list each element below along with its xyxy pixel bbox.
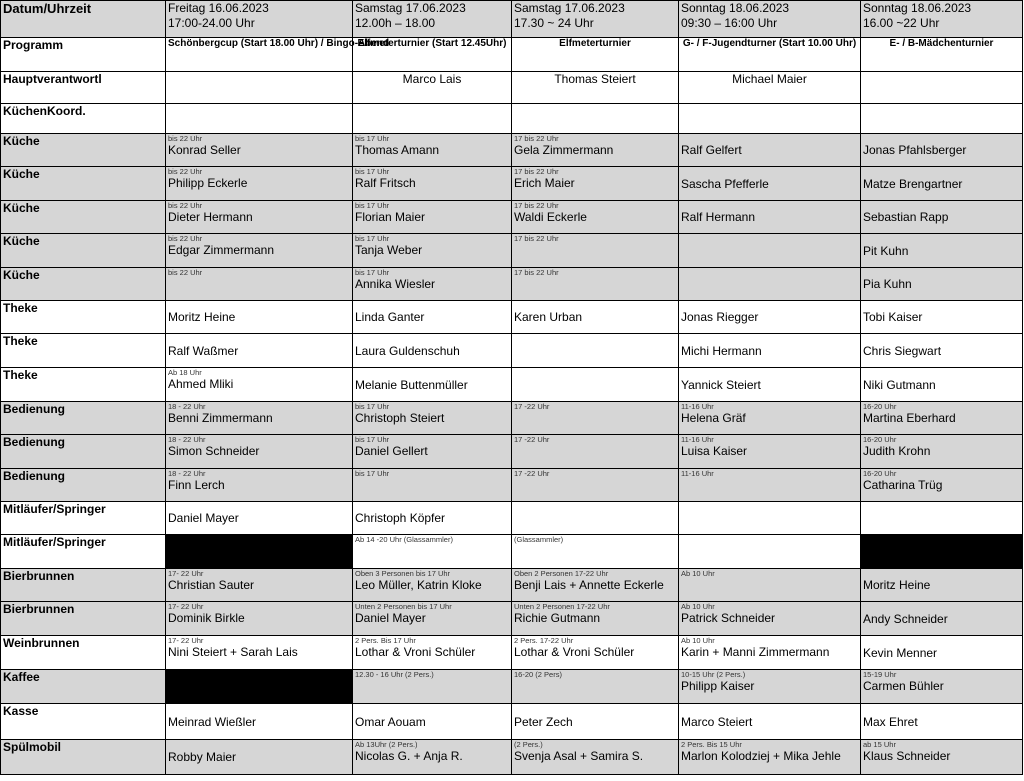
row-label: Bedienung xyxy=(1,402,166,435)
responsible-cell xyxy=(166,72,353,104)
shift-note: Ab 10 Uhr xyxy=(681,569,715,578)
shift-cell xyxy=(353,670,512,704)
day-time: 16.00 ~22 Uhr xyxy=(863,16,940,30)
shift-cell xyxy=(861,167,1023,201)
row-label: Hauptverantwortl xyxy=(1,72,166,104)
shift-cell xyxy=(679,636,861,670)
shift-note: Ab 13Uhr (2 Pers.) xyxy=(355,740,418,749)
koord-row xyxy=(1,104,1023,134)
shift-note: ab 15 Uhr xyxy=(863,740,896,749)
responsible-cell xyxy=(861,72,1023,104)
person-name: Helena Gräf xyxy=(681,411,746,425)
day-time: 12.00h – 18.00 xyxy=(355,16,436,30)
shift-note: 17- 22 Uhr xyxy=(168,569,204,578)
shift-cell xyxy=(353,435,512,469)
shift-note: bis 17 Uhr xyxy=(355,234,390,243)
row-label: Küche xyxy=(1,201,166,234)
row-label: Küche xyxy=(1,167,166,201)
shift-row xyxy=(1,502,1023,535)
shift-cell xyxy=(166,301,353,334)
shift-note: bis 17 Uhr xyxy=(355,134,390,143)
shift-note: 12.30 - 16 Uhr (2 Pers.) xyxy=(355,670,434,679)
shift-note: Unten 2 Personen 17-22 Uhr xyxy=(514,602,610,611)
shift-cell xyxy=(512,234,679,268)
shift-note: bis 17 Uhr xyxy=(355,167,390,176)
person-name: Tanja Weber xyxy=(355,243,423,257)
person-name: Michi Hermann xyxy=(681,343,762,358)
row-label: Theke xyxy=(1,301,166,334)
shift-cell xyxy=(512,602,679,636)
person-name: Thomas Amann xyxy=(355,143,440,157)
shift-cell xyxy=(679,535,861,569)
shift-cell xyxy=(861,636,1023,670)
shift-cell xyxy=(512,268,679,301)
shift-row xyxy=(1,334,1023,368)
shift-row xyxy=(1,268,1023,301)
person-name: Marlon Kolodziej + Mika Jehle xyxy=(681,749,841,763)
shift-note: 17 bis 22 Uhr xyxy=(514,268,559,277)
person-name: Pia Kuhn xyxy=(863,277,912,291)
person-name: Patrick Schneider xyxy=(681,611,776,625)
shift-cell xyxy=(166,435,353,469)
shift-note: Oben 2 Personen 17-22 Uhr xyxy=(514,569,609,578)
shift-row xyxy=(1,201,1023,234)
shift-note: 17 bis 22 Uhr xyxy=(514,234,559,243)
shift-note: bis 17 Uhr xyxy=(355,268,390,277)
shift-note: 17- 22 Uhr xyxy=(168,602,204,611)
person-name: Jonas Pfahlsberger xyxy=(863,143,967,157)
person-name: Melanie Buttenmüller xyxy=(355,377,468,392)
shift-row xyxy=(1,740,1023,775)
row-label: Mitläufer/Springer xyxy=(1,502,166,535)
person-name: Laura Guldenschuh xyxy=(355,343,460,358)
shift-note: bis 22 Uhr xyxy=(168,268,203,277)
person-name: Leo Müller, Katrin Kloke xyxy=(355,578,482,592)
shift-cell xyxy=(166,134,353,167)
shift-cell xyxy=(861,670,1023,704)
shift-note: Ab 18 Uhr xyxy=(168,368,202,377)
day-header xyxy=(353,1,512,38)
person-name: Daniel Mayer xyxy=(355,611,426,625)
person-name: Gela Zimmermann xyxy=(514,143,614,157)
shift-cell xyxy=(679,469,861,502)
person-name: Erich Maier xyxy=(514,176,575,190)
person-name: Edgar Zimmermann xyxy=(168,243,275,257)
shift-cell xyxy=(353,704,512,740)
shift-note: 11-16 Uhr xyxy=(681,469,714,478)
shift-note: bis 17 Uhr xyxy=(355,402,390,411)
shift-note: 11-16 Uhr xyxy=(681,435,714,444)
row-label: Theke xyxy=(1,368,166,402)
shift-note: Oben 3 Personen bis 17 Uhr xyxy=(355,569,451,578)
shift-cell xyxy=(512,469,679,502)
shift-row xyxy=(1,134,1023,167)
row-label: Programm xyxy=(1,38,166,72)
shift-cell xyxy=(861,134,1023,167)
row-label: Kaffee xyxy=(1,670,166,704)
shift-cell xyxy=(166,602,353,636)
row-label: Bedienung xyxy=(1,469,166,502)
person-name: Peter Zech xyxy=(514,714,573,729)
shift-row xyxy=(1,670,1023,704)
person-name: Richie Gutmann xyxy=(514,611,601,625)
shift-note: 17 bis 22 Uhr xyxy=(514,134,559,143)
koord-cell xyxy=(512,104,679,134)
person-name: Karin + Manni Zimmermann xyxy=(681,645,830,659)
shift-note: 16-20 Uhr xyxy=(863,402,897,411)
shift-cell xyxy=(512,502,679,535)
person-name: Konrad Seller xyxy=(168,143,241,157)
person-name: Christoph Köpfer xyxy=(355,511,446,525)
person-name: Ahmed Mliki xyxy=(168,377,234,391)
person-name: Jonas Riegger xyxy=(681,310,759,324)
shift-note: 2 Pers. Bis 17 Uhr xyxy=(355,636,416,645)
person-name: Ralf Waßmer xyxy=(168,343,239,358)
person-name: Karen Urban xyxy=(514,310,583,324)
koord-cell xyxy=(679,104,861,134)
day-header xyxy=(679,1,861,38)
shift-cell xyxy=(353,201,512,234)
shift-cell xyxy=(679,569,861,602)
shift-note: bis 17 Uhr xyxy=(355,435,390,444)
responsible-cell: Thomas Steiert xyxy=(512,72,679,104)
shift-cell xyxy=(861,704,1023,740)
haupt-row xyxy=(1,72,1023,104)
koord-cell xyxy=(353,104,512,134)
row-label: Bierbrunnen xyxy=(1,602,166,636)
program-cell: Elfmeterturnier (Start 12.45Uhr) xyxy=(353,38,512,72)
shift-cell xyxy=(166,402,353,435)
shift-note: bis 22 Uhr xyxy=(168,134,203,143)
shift-cell xyxy=(861,268,1023,301)
shift-cell xyxy=(166,368,353,402)
shift-cell xyxy=(353,334,512,368)
shift-cell xyxy=(512,368,679,402)
shift-row xyxy=(1,569,1023,602)
shift-note: Ab 10 Uhr xyxy=(681,602,715,611)
shift-cell xyxy=(512,334,679,368)
shift-note: bis 17 Uhr xyxy=(355,201,390,210)
person-name: Annika Wiesler xyxy=(355,277,436,291)
shift-cell xyxy=(166,636,353,670)
person-name: Florian Maier xyxy=(355,210,426,224)
person-name: Simon Schneider xyxy=(168,444,260,458)
shift-note: 17 -22 Uhr xyxy=(514,469,550,478)
day-label: Sonntag 18.06.2023 xyxy=(863,1,972,15)
person-name: Svenja Asal + Samira S. xyxy=(514,749,644,763)
shift-cell xyxy=(512,704,679,740)
shift-note: 11-16 Uhr xyxy=(681,402,714,411)
row-label: Bedienung xyxy=(1,435,166,469)
day-header xyxy=(166,1,353,38)
shift-cell xyxy=(679,740,861,775)
person-name: Waldi Eckerle xyxy=(514,210,587,224)
shift-cell xyxy=(861,469,1023,502)
day-time: 17.30 ~ 24 Uhr xyxy=(514,16,594,30)
shift-cell xyxy=(679,670,861,704)
shift-cell xyxy=(353,167,512,201)
shift-cell xyxy=(679,201,861,234)
program-cell: E- / B-Mädchenturnier xyxy=(861,38,1023,72)
shift-cell xyxy=(679,368,861,402)
shift-cell xyxy=(679,502,861,535)
shift-note: 2 Pers. Bis 15 Uhr xyxy=(681,740,742,749)
day-label: Samstag 17.06.2023 xyxy=(514,1,625,15)
shift-note: 18 - 22 Uhr xyxy=(168,435,206,444)
shift-cell xyxy=(861,402,1023,435)
person-name: Dominik Birkle xyxy=(168,611,245,625)
shift-cell xyxy=(861,435,1023,469)
person-name: Catharina Trüg xyxy=(863,478,943,492)
shift-cell xyxy=(861,740,1023,775)
shift-note: (2 Pers.) xyxy=(514,740,543,749)
shift-note: bis 22 Uhr xyxy=(168,201,203,210)
shift-row xyxy=(1,469,1023,502)
person-name: Judith Krohn xyxy=(863,444,931,458)
person-name: Daniel Mayer xyxy=(168,511,239,525)
shift-cell xyxy=(512,301,679,334)
person-name: Finn Lerch xyxy=(168,478,225,492)
shift-cell xyxy=(679,167,861,201)
shift-note: bis 22 Uhr xyxy=(168,234,203,243)
shift-cell xyxy=(166,704,353,740)
responsible-cell: Michael Maier xyxy=(679,72,861,104)
person-name: Daniel Gellert xyxy=(355,444,428,458)
shift-note: 17 -22 Uhr xyxy=(514,435,550,444)
shift-cell xyxy=(166,740,353,775)
row-label: Küche xyxy=(1,268,166,301)
header-row xyxy=(1,1,1023,38)
day-label: Freitag 16.06.2023 xyxy=(168,1,269,15)
shift-cell xyxy=(861,234,1023,268)
shift-cell xyxy=(512,740,679,775)
person-name: Sascha Pfefferle xyxy=(681,176,769,191)
schedule-body xyxy=(1,1,1023,775)
shift-note: 17 bis 22 Uhr xyxy=(514,201,559,210)
shift-note: 15-19 Uhr xyxy=(863,670,897,679)
shift-cell xyxy=(861,569,1023,602)
person-name: Ralf Fritsch xyxy=(355,176,416,190)
person-name: Nicolas G. + Anja R. xyxy=(355,749,463,763)
shift-cell xyxy=(166,502,353,535)
row-label: Spülmobil xyxy=(1,740,166,775)
person-name: Robby Maier xyxy=(168,750,237,764)
shift-cell xyxy=(353,368,512,402)
shift-note: 16-20 (2 Pers) xyxy=(514,670,562,679)
shift-cell xyxy=(512,569,679,602)
shift-cell xyxy=(679,435,861,469)
shift-cell xyxy=(166,569,353,602)
row-label: Theke xyxy=(1,334,166,368)
person-name: Tobi Kaiser xyxy=(863,310,923,324)
shift-note: 18 - 22 Uhr xyxy=(168,402,206,411)
shift-row xyxy=(1,368,1023,402)
shift-cell xyxy=(353,234,512,268)
shift-cell xyxy=(861,334,1023,368)
person-name: Luisa Kaiser xyxy=(681,444,748,458)
person-name: Ralf Gelfert xyxy=(681,143,742,157)
shift-cell xyxy=(679,134,861,167)
person-name: Ralf Hermann xyxy=(681,210,756,224)
row-label: Bierbrunnen xyxy=(1,569,166,602)
shift-cell xyxy=(861,368,1023,402)
shift-cell xyxy=(679,301,861,334)
person-name: Klaus Schneider xyxy=(863,749,951,763)
day-time: 09:30 – 16:00 Uhr xyxy=(681,16,778,30)
shift-cell xyxy=(166,334,353,368)
row-label: Weinbrunnen xyxy=(1,636,166,670)
shift-row xyxy=(1,535,1023,569)
person-name: Sebastian Rapp xyxy=(863,210,949,224)
shift-cell xyxy=(512,201,679,234)
person-name: Carmen Bühler xyxy=(863,679,944,693)
shift-note: 10-15 Uhr (2 Pers.) xyxy=(681,670,746,679)
day-label: Sonntag 18.06.2023 xyxy=(681,1,790,15)
day-header xyxy=(861,1,1023,38)
shift-cell xyxy=(861,602,1023,636)
shift-cell xyxy=(166,201,353,234)
blocked-cell xyxy=(166,535,353,569)
shift-note: 17- 22 Uhr xyxy=(168,636,204,645)
day-header xyxy=(512,1,679,38)
person-name: Niki Gutmann xyxy=(863,377,936,392)
person-name: Philipp Eckerle xyxy=(168,176,248,190)
person-name: Christoph Steiert xyxy=(355,411,445,425)
shift-row xyxy=(1,234,1023,268)
shift-cell xyxy=(512,670,679,704)
shift-cell xyxy=(353,469,512,502)
shift-cell xyxy=(512,402,679,435)
row-label: Küche xyxy=(1,234,166,268)
shift-cell xyxy=(353,502,512,535)
shift-cell xyxy=(679,602,861,636)
shift-cell xyxy=(861,301,1023,334)
person-name: Yannick Steiert xyxy=(681,377,761,392)
person-name: Max Ehret xyxy=(863,714,918,729)
person-name: Marco Steiert xyxy=(681,714,753,729)
shift-note: 17 -22 Uhr xyxy=(514,402,550,411)
shift-cell xyxy=(512,167,679,201)
shift-cell xyxy=(353,535,512,569)
shift-cell xyxy=(353,402,512,435)
shift-cell xyxy=(512,636,679,670)
shift-cell xyxy=(353,602,512,636)
row-label: Mitläufer/Springer xyxy=(1,535,166,569)
shift-cell xyxy=(166,167,353,201)
shift-cell xyxy=(353,636,512,670)
person-name: Nini Steiert + Sarah Lais xyxy=(168,645,298,659)
shift-cell xyxy=(679,402,861,435)
koord-cell xyxy=(166,104,353,134)
person-name: Benni Zimmermann xyxy=(168,411,273,425)
shift-row xyxy=(1,636,1023,670)
shift-note: 18 - 22 Uhr xyxy=(168,469,206,478)
row-label: KüchenKoord. xyxy=(1,104,166,134)
person-name: Omar Aouam xyxy=(355,714,426,729)
shift-row xyxy=(1,167,1023,201)
corner-label: Datum/Uhrzeit xyxy=(1,1,166,38)
programm-row xyxy=(1,38,1023,72)
person-name: Moritz Heine xyxy=(168,310,236,324)
person-name: Lothar & Vroni Schüler xyxy=(514,645,635,659)
shift-cell xyxy=(679,234,861,268)
shift-cell xyxy=(679,268,861,301)
person-name: Philipp Kaiser xyxy=(681,679,755,693)
shift-cell xyxy=(353,134,512,167)
shift-note: bis 22 Uhr xyxy=(168,167,203,176)
shift-note: 16-20 Uhr xyxy=(863,469,897,478)
day-time: 17:00-24.00 Uhr xyxy=(168,16,255,30)
shift-cell xyxy=(512,134,679,167)
program-cell: Schönbergcup (Start 18.00 Uhr) / Bingo-Abend xyxy=(166,38,353,72)
shift-cell xyxy=(353,569,512,602)
shift-note: bis 17 Uhr xyxy=(355,469,390,478)
person-name: Matze Brengartner xyxy=(863,176,963,191)
shift-row xyxy=(1,704,1023,740)
shift-row xyxy=(1,435,1023,469)
shift-note: 2 Pers. 17-22 Uhr xyxy=(514,636,574,645)
shift-cell xyxy=(166,469,353,502)
shift-cell xyxy=(861,502,1023,535)
shift-cell xyxy=(679,704,861,740)
person-name: Lothar & Vroni Schüler xyxy=(355,645,476,659)
shift-note: 16-20 Uhr xyxy=(863,435,897,444)
person-name: Linda Ganter xyxy=(355,310,425,324)
person-name: Meinrad Wießler xyxy=(168,714,257,729)
shift-note: (Glassammler) xyxy=(514,535,564,544)
shift-row xyxy=(1,602,1023,636)
person-name: Moritz Heine xyxy=(863,578,931,592)
shift-note: Ab 14 -20 Uhr (Glassammler) xyxy=(355,535,453,544)
shift-cell xyxy=(512,535,679,569)
person-name: Andy Schneider xyxy=(863,611,948,626)
shift-note: Unten 2 Personen bis 17 Uhr xyxy=(355,602,452,611)
shift-cell xyxy=(166,268,353,301)
responsible-cell: Marco Lais xyxy=(353,72,512,104)
person-name: Martina Eberhard xyxy=(863,411,956,425)
person-name: Benji Lais + Annette Eckerle xyxy=(514,578,664,592)
program-cell: Elfmeterturnier xyxy=(512,38,679,72)
shift-cell xyxy=(353,301,512,334)
shift-cell xyxy=(166,234,353,268)
shift-cell xyxy=(512,435,679,469)
shift-cell xyxy=(679,334,861,368)
shift-note: 17 bis 22 Uhr xyxy=(514,167,559,176)
row-label: Kasse xyxy=(1,704,166,740)
day-label: Samstag 17.06.2023 xyxy=(355,1,466,15)
shift-cell xyxy=(353,268,512,301)
koord-cell xyxy=(861,104,1023,134)
shift-row xyxy=(1,402,1023,435)
shift-cell xyxy=(353,740,512,775)
shift-cell xyxy=(861,201,1023,234)
person-name: Dieter Hermann xyxy=(168,210,253,224)
shift-row xyxy=(1,301,1023,334)
row-label: Küche xyxy=(1,134,166,167)
person-name: Kevin Menner xyxy=(863,645,938,660)
blocked-cell xyxy=(861,535,1023,569)
person-name: Christian Sauter xyxy=(168,578,255,592)
blocked-cell xyxy=(166,670,353,704)
person-name: Chris Siegwart xyxy=(863,343,942,358)
program-cell: G- / F-Jugendturner (Start 10.00 Uhr) xyxy=(679,38,861,72)
person-name: Pit Kuhn xyxy=(863,243,909,258)
shift-note: Ab 10 Uhr xyxy=(681,636,715,645)
